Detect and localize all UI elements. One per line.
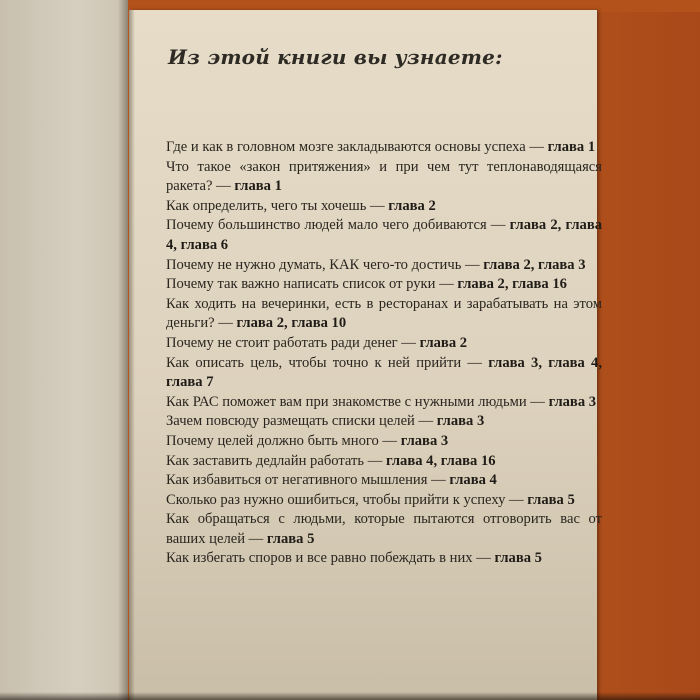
chapter-ref: глава 2, глава 4, глава 6 [166,217,602,253]
chapter-ref: глава 1 [234,178,282,195]
list-item [166,158,602,197]
list-item [166,491,602,511]
list-item [166,256,602,276]
item-text: Как избавиться от негативного мышления — [166,472,450,489]
item-text: Почему не стоит работать ради денег — [166,334,420,351]
item-text: Как избегать споров и все равно побеждать в них — [166,550,495,567]
item-text: Почему так важно написать список от руки — [166,276,458,293]
book-page [129,10,602,700]
chapter-ref: глава 4, глава 16 [385,452,496,469]
item-text: Почему целей должно быть много — [166,432,401,449]
item-text: Как описать цель, чтобы точно к ней прийти — [166,354,489,371]
chapter-ref: глава 2, глава 16 [457,276,567,293]
chapter-ref: глава 3, глава 4, глава 7 [166,354,602,391]
chapter-ref: глава 4 [449,472,497,489]
list-item [166,197,602,217]
list-item [166,471,602,491]
list-item [166,275,602,295]
list-item [166,354,602,393]
item-text: Почему не нужно думать, КАК чего-то достичь — [166,256,484,273]
chapter-ref: глава 5 [266,530,315,547]
item-text: Как обращаться с людьми, которые пытаются отговорить вас от ваших целей — [166,511,602,547]
item-text: Как РАС поможет вам при знакомстве с нужными людьми — [166,393,549,410]
chapter-ref: глава 5 [527,491,575,508]
list-item [166,432,602,452]
chapter-ref: глава 5 [494,550,542,567]
left-book-page [0,0,128,700]
page-title: Из этой книги вы узнаете: [168,45,503,69]
list-item [166,412,602,432]
chapter-ref: глава 3 [548,393,597,410]
item-text: Сколько раз нужно ошибиться, чтобы прийти к успеху — [166,491,528,508]
list-item [166,295,602,334]
chapter-ref: глава 1 [547,139,596,155]
item-text: Что такое «закон притяжения» и при чем тут теплонаводящаяся ракета? — [166,158,602,195]
item-text: Зачем повсюду размещать списки целей — [166,413,437,430]
topics-list [166,138,602,569]
chapter-ref: глава 2, глава 3 [483,256,586,273]
chapter-ref: глава 2, глава 10 [236,315,347,332]
list-item [166,216,602,255]
list-item [166,138,602,158]
list-item [166,393,602,413]
chapter-ref: глава 2 [419,334,468,351]
item-text: Как определить, чего ты хочешь — [166,197,389,214]
list-item [166,549,602,569]
list-item [166,510,602,549]
list-item [166,334,602,354]
list-item [166,452,602,472]
item-text: Как ходить на вечеринки, есть в ресторанах и зарабатывать на этом деньги? — [166,295,602,332]
chapter-ref: глава 3 [400,432,449,449]
item-text: Как заставить дедлайн работать — [166,452,386,469]
item-text: Где и как в головном мозге закладываются основы успеха — [166,139,548,155]
bottom-shadow [0,692,700,700]
chapter-ref: глава 2 [388,197,436,214]
chapter-ref: глава 3 [436,413,485,430]
item-text: Почему большинство людей мало чего добиваются — [166,217,510,234]
